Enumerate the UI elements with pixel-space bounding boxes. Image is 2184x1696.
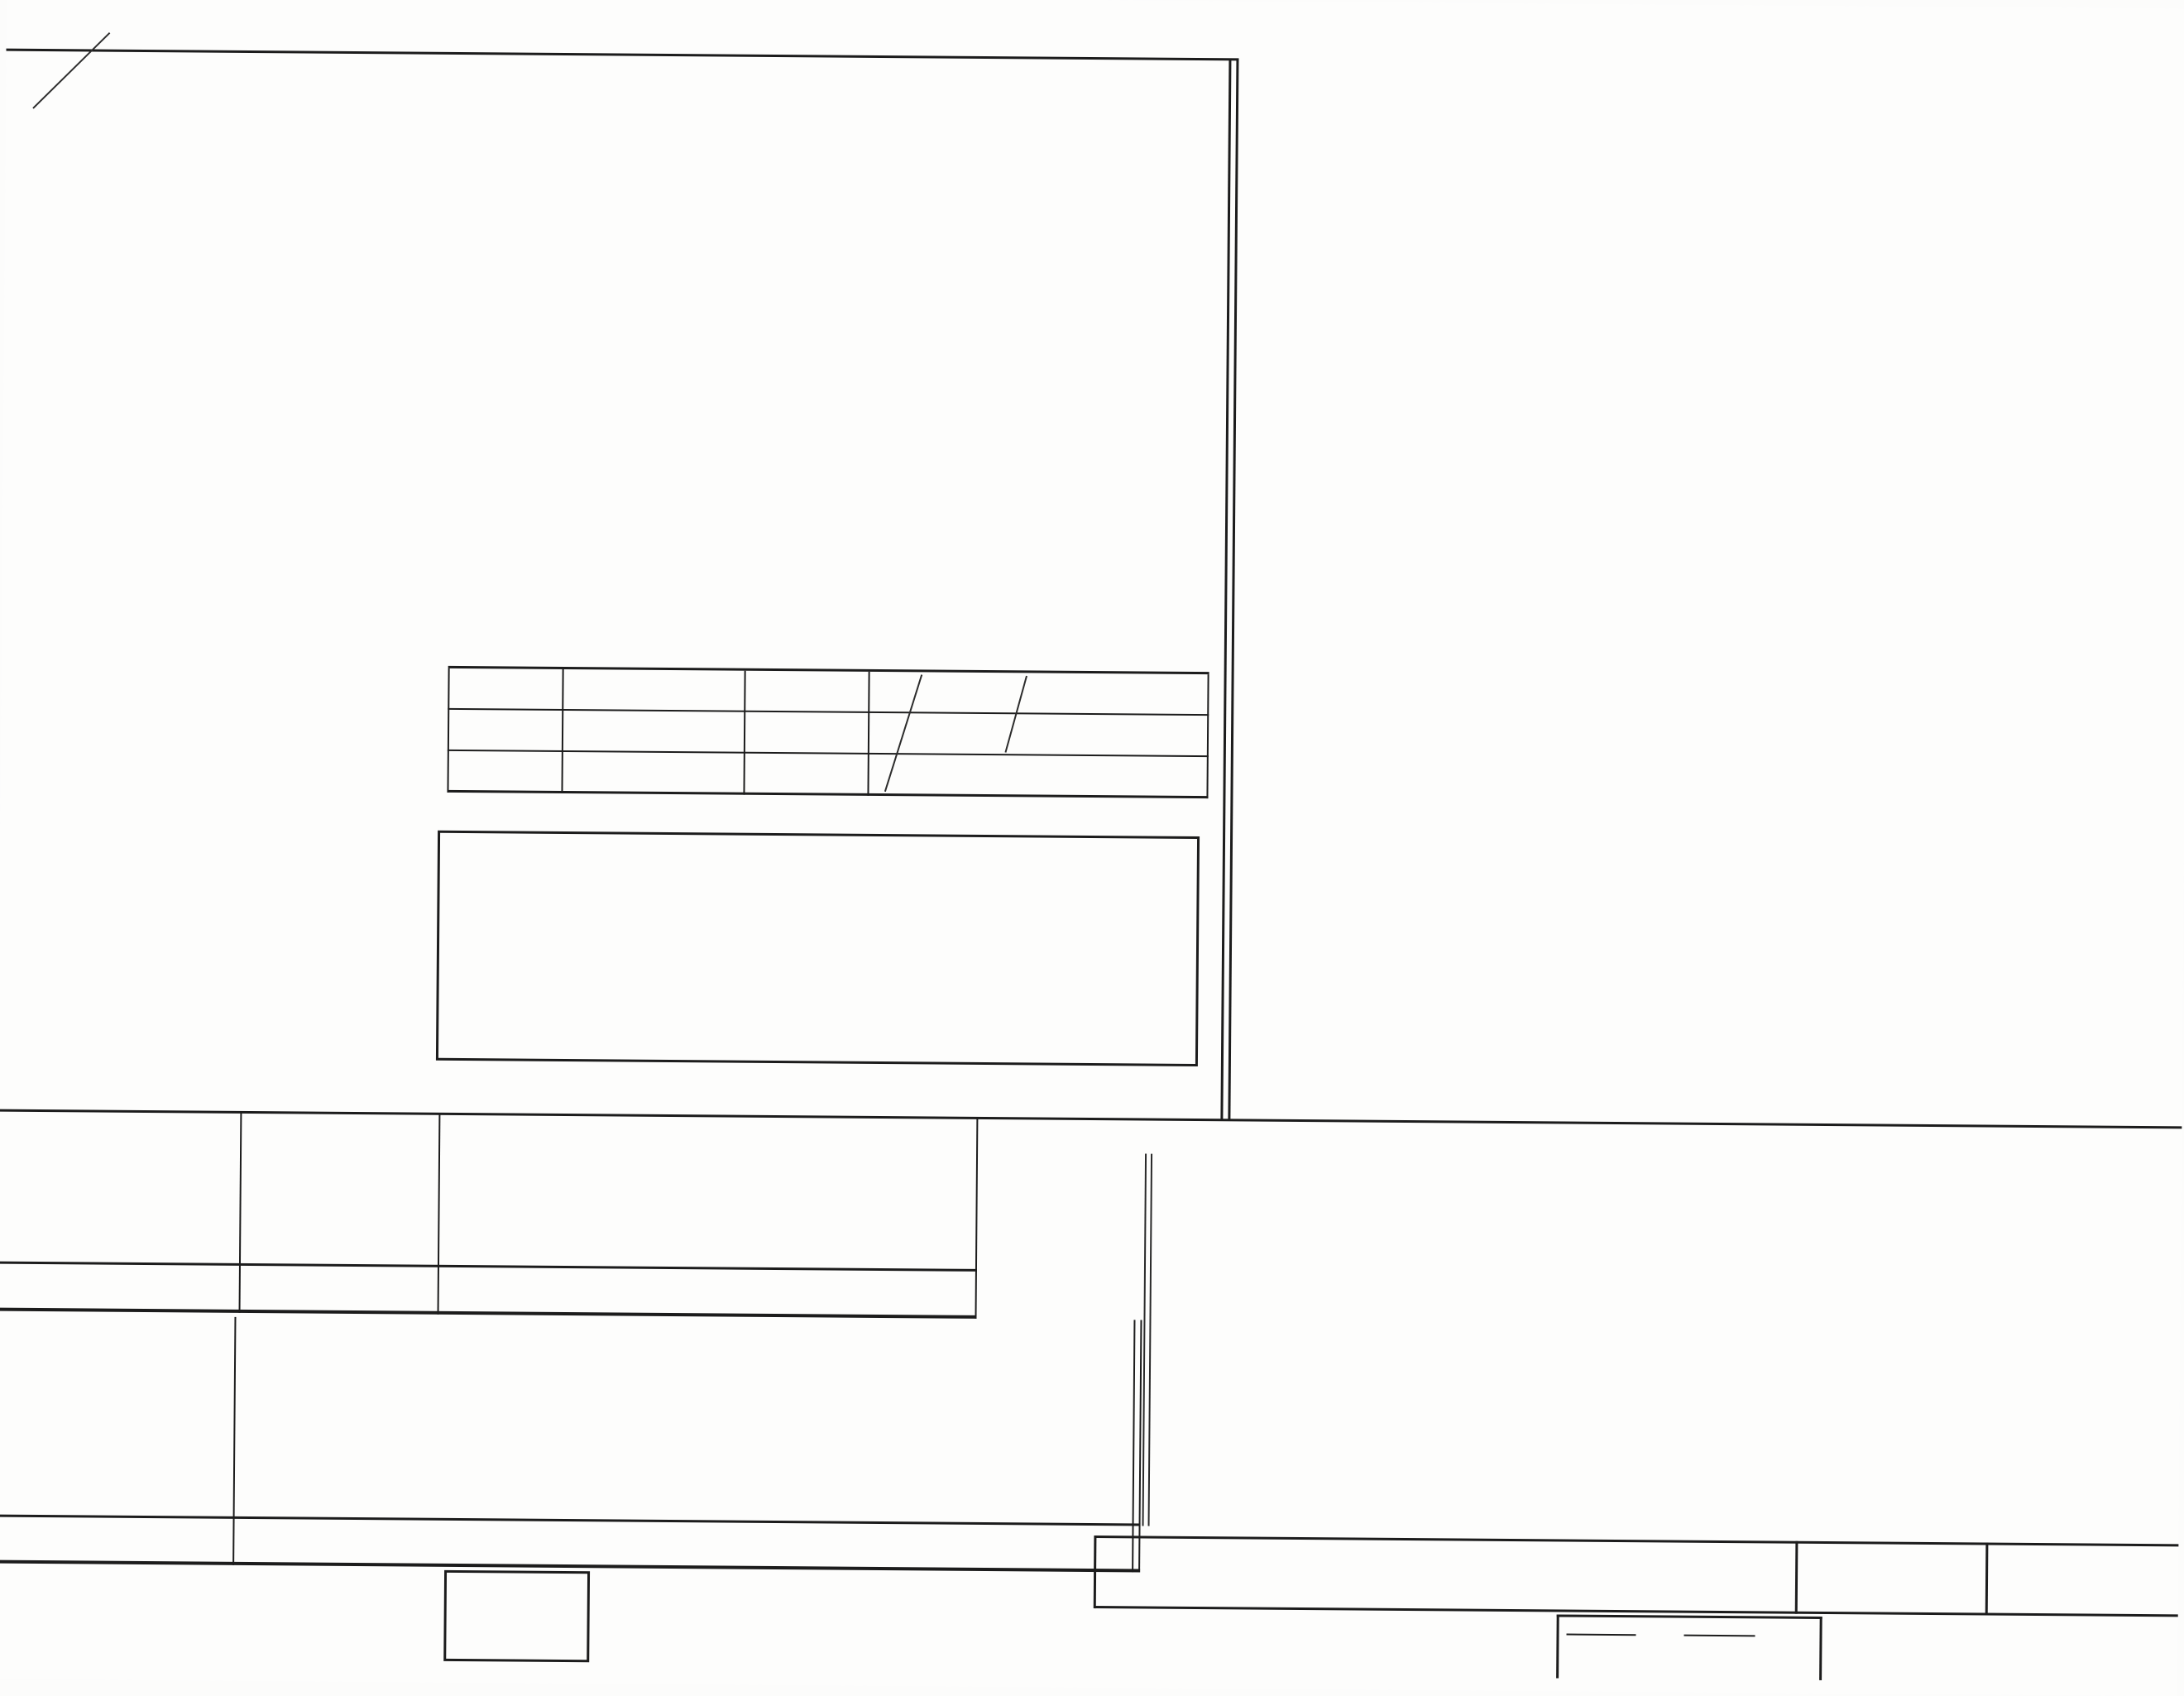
card-of-blank2	[1567, 1634, 1636, 1636]
summary-v1	[975, 1118, 978, 1319]
summary-header-rule	[0, 1262, 977, 1272]
corner-stamp-box	[443, 1570, 590, 1662]
corner-fold-mark	[32, 32, 110, 109]
address-line-5	[1637, 1229, 1645, 1264]
summary-v3	[239, 1112, 242, 1313]
ownership-left-rule1	[1138, 1320, 1142, 1572]
footer-revaluation	[1281, 40, 2075, 46]
map-row-bottom-rule	[1094, 1536, 2178, 1546]
title-band-top-rule	[0, 1109, 2182, 1129]
consideration-divider	[232, 1317, 236, 1565]
lvc-caption	[779, 656, 1209, 659]
date-of-transfer-header2	[238, 1544, 371, 1545]
permit-v0	[1206, 674, 1209, 798]
summary-caption	[477, 1306, 940, 1309]
summary-v2	[438, 1114, 441, 1315]
address-divider-rule1	[1148, 1154, 1153, 1526]
address-divider-rule2	[1142, 1154, 1147, 1526]
summary-top-rule	[0, 1308, 977, 1319]
permit-v2	[743, 671, 745, 795]
assessment-caption	[0, 1026, 265, 1028]
summary-tax-header	[38, 1297, 237, 1299]
summary-total-header	[245, 1299, 435, 1301]
permit-slash-1	[884, 674, 922, 792]
map-div2	[1795, 1541, 1798, 1614]
permit-v3	[561, 669, 563, 793]
ownership-left-rule2	[1132, 1320, 1135, 1572]
consideration-header	[2, 1550, 226, 1552]
property-factors-caption	[1388, 1103, 2017, 1108]
permit-v4	[447, 668, 449, 793]
card-of-box	[1556, 1614, 1822, 1680]
permit-v1	[867, 672, 869, 796]
assessment-bottom-rule	[6, 49, 1238, 61]
address-line-1	[1626, 1411, 1644, 1448]
card-of-blank1	[1684, 1635, 1755, 1637]
total-land-value-label	[1387, 77, 1966, 81]
address-line-1-typed	[1626, 1409, 1643, 1440]
additional-info-box	[436, 831, 1200, 1066]
map-div1	[1985, 1543, 1989, 1616]
ownership-caption-bottom-rule	[0, 1515, 1141, 1526]
address-line-4	[1630, 1273, 1645, 1310]
